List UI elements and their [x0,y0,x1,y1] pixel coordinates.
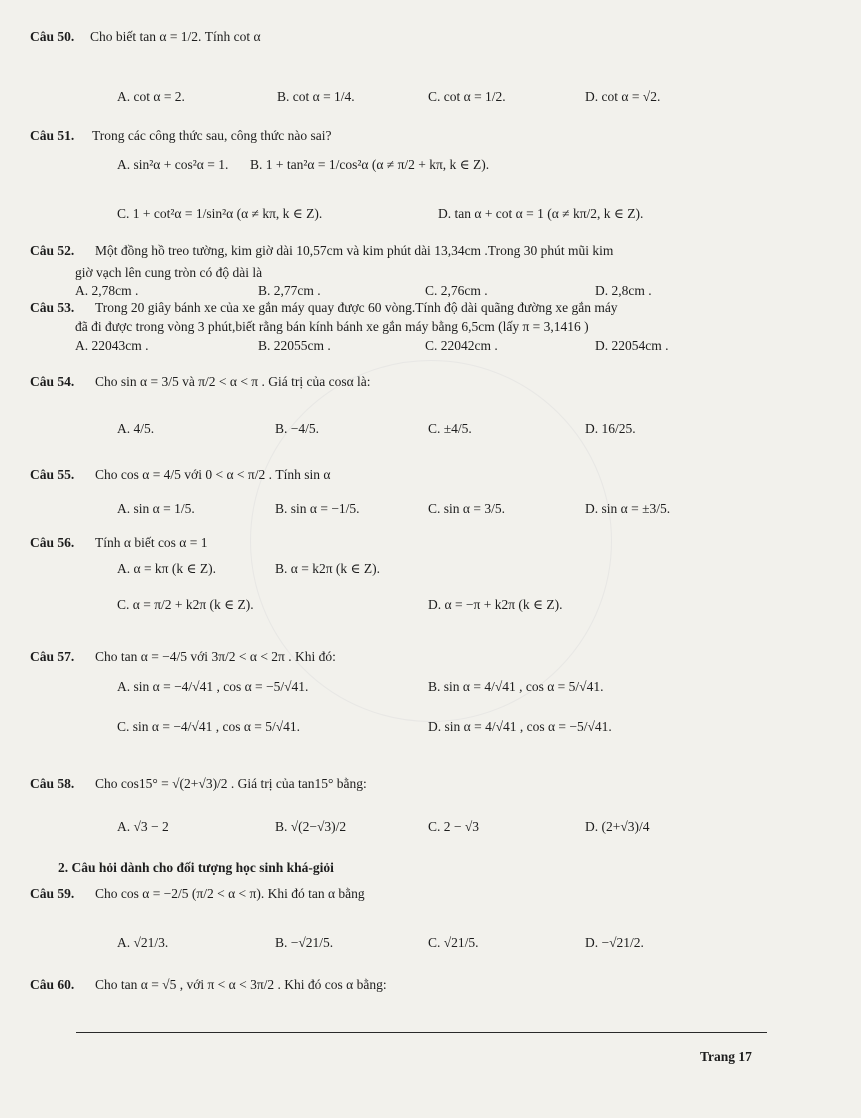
q55-stem: Cho cos α = 4/5 với 0 < α < π/2 . Tính sin α [95,467,331,482]
q54-label: Câu 54. [30,374,75,389]
q52-option-d: D. 2,8cm . [595,283,652,298]
q57-option-b: B. sin α = 4/√41 , cos α = 5/√41. [428,679,604,694]
q58-label: Câu 58. [30,776,75,791]
q57-option-d: D. sin α = 4/√41 , cos α = −5/√41. [428,719,612,734]
q54-stem: Cho sin α = 3/5 và π/2 < α < π . Giá trị của cosα là: [95,374,371,389]
q50-option-d: D. cot α = √2. [585,89,661,104]
q57-label: Câu 57. [30,649,75,664]
footer-divider [76,1032,767,1033]
q51-option-a: A. sin²α + cos²α = 1. [117,157,229,172]
q58-option-b: B. √(2−√3)/2 [275,819,347,834]
background-watermark [250,360,612,722]
q55-option-c: C. sin α = 3/5. [428,501,505,516]
q52-option-b: B. 2,77cm . [258,283,321,298]
q57-option-c: C. sin α = −4/√41 , cos α = 5/√41. [117,719,301,734]
q53-option-a: A. 22043cm . [75,338,149,353]
q59-option-d: D. −√21/2. [585,935,644,950]
q51-label: Câu 51. [30,128,75,143]
q56-option-c: C. α = π/2 + k2π (k ∈ Z). [117,597,254,612]
q50-stem: Cho biết tan α = 1/2. Tính cot α [90,29,261,44]
q57-option-a: A. sin α = −4/√41 , cos α = −5/√41. [117,679,309,694]
q59-option-c: C. √21/5. [428,935,479,950]
q54-option-a: A. 4/5. [117,421,155,436]
q52-stem-line2: giờ vạch lên cung tròn có độ dài là [75,265,263,280]
q50-label: Câu 50. [30,29,75,44]
q53-option-c: C. 22042cm . [425,338,498,353]
q56-option-d: D. α = −π + k2π (k ∈ Z). [428,597,563,612]
q56-option-b: B. α = k2π (k ∈ Z). [275,561,380,576]
q60-label: Câu 60. [30,977,75,992]
q51-stem: Trong các công thức sau, công thức nào sai? [92,128,332,143]
q53-option-b: B. 22055cm . [258,338,331,353]
q56-label: Câu 56. [30,535,75,550]
q52-option-c: C. 2,76cm . [425,283,488,298]
q53-stem-line2: đã đi được trong vòng 3 phút,biết rằng bán kính bánh xe gắn máy bằng 6,5cm (lấy π = 3,1416 ) [75,319,589,334]
q59-label: Câu 59. [30,886,75,901]
q51-option-d: D. tan α + cot α = 1 (α ≠ kπ/2, k ∈ Z). [438,206,644,221]
q58-option-d: D. (2+√3)/4 [585,819,650,834]
q59-option-a: A. √21/3. [117,935,169,950]
q57-stem: Cho tan α = −4/5 với 3π/2 < α < 2π . Khi đó: [95,649,336,664]
q50-option-a: A. cot α = 2. [117,89,185,104]
q55-option-a: A. sin α = 1/5. [117,501,195,516]
q53-label: Câu 53. [30,300,75,315]
q58-option-a: A. √3 − 2 [117,819,169,834]
q52-label: Câu 52. [30,243,75,258]
q58-stem: Cho cos15° = √(2+√3)/2 . Giá trị của tan15° bằng: [95,776,367,791]
q51-option-b: B. 1 + tan²α = 1/cos²α (α ≠ π/2 + kπ, k ∈ Z). [250,157,490,172]
q50-option-c: C. cot α = 1/2. [428,89,506,104]
q54-option-d: D. 16/25. [585,421,636,436]
q52-option-a: A. 2,78cm . [75,283,139,298]
section-heading: 2. Câu hỏi dành cho đối tượng học sinh khá-giỏi [58,860,334,875]
q59-stem: Cho cos α = −2/5 (π/2 < α < π). Khi đó tan α bằng [95,886,365,901]
q54-option-c: C. ±4/5. [428,421,472,436]
q51-option-c: C. 1 + cot²α = 1/sin²α (α ≠ kπ, k ∈ Z). [117,206,323,221]
q55-option-b: B. sin α = −1/5. [275,501,360,516]
q60-stem: Cho tan α = √5 , với π < α < 3π/2 . Khi đó cos α bằng: [95,977,387,992]
q55-option-d: D. sin α = ±3/5. [585,501,671,516]
page-number: Trang 17 [700,1049,752,1064]
q56-stem: Tính α biết cos α = 1 [95,535,208,550]
q59-option-b: B. −√21/5. [275,935,334,950]
q50-option-b: B. cot α = 1/4. [277,89,355,104]
q58-option-c: C. 2 − √3 [428,819,480,834]
q56-option-a: A. α = kπ (k ∈ Z). [117,561,216,576]
q55-label: Câu 55. [30,467,75,482]
q53-option-d: D. 22054cm . [595,338,669,353]
q54-option-b: B. −4/5. [275,421,319,436]
q53-stem-line1: Trong 20 giây bánh xe của xe gắn máy quay được 60 vòng.Tính độ dài quãng đường xe gắn máy [95,300,618,315]
q52-stem-line1: Một đồng hồ treo tường, kim giờ dài 10,57cm và kim phút dài 13,34cm .Trong 30 phút mũi kim [95,243,614,258]
